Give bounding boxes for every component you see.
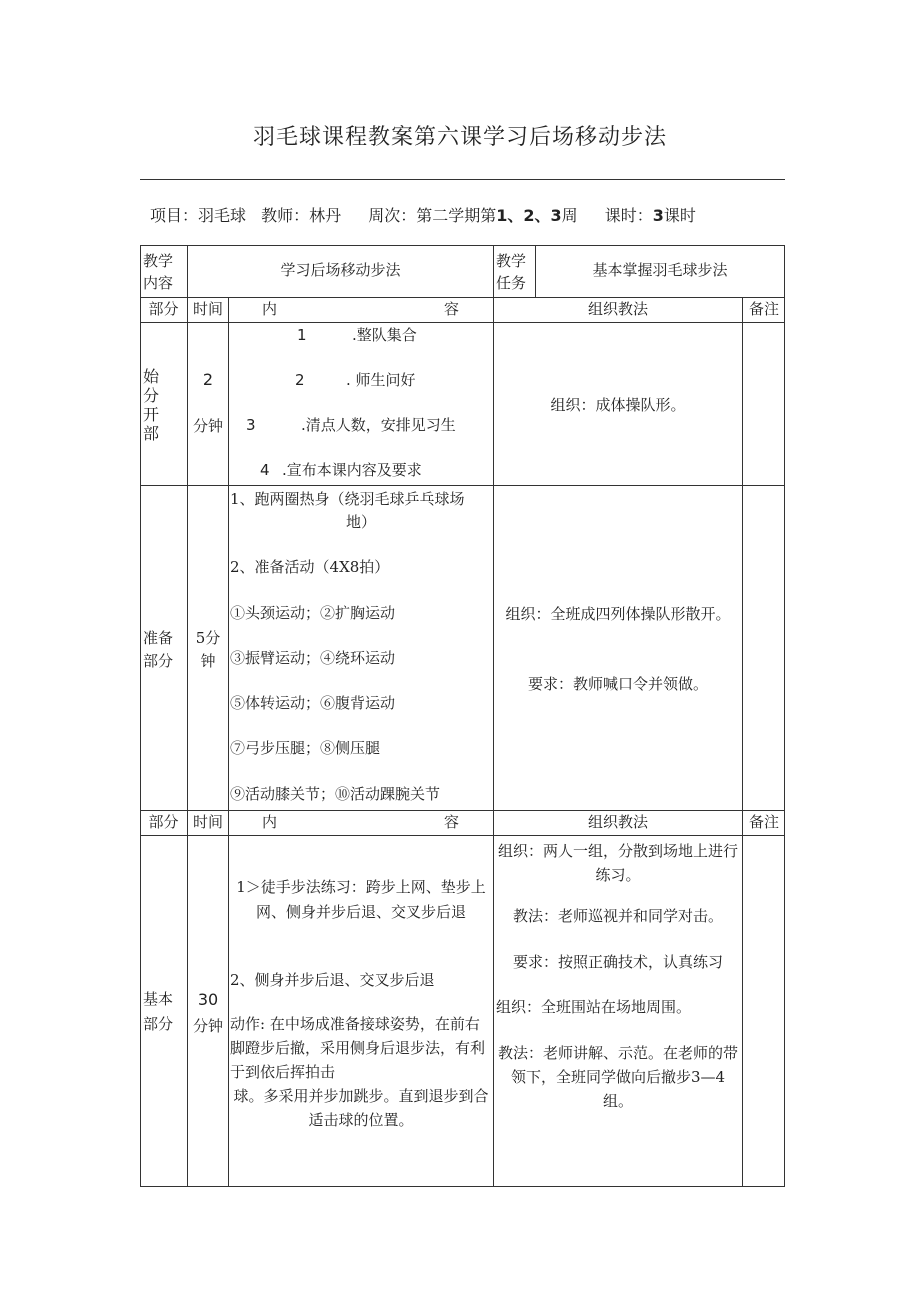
- basic-content-3: 动作: 在中场成准备接球姿势，在前右脚蹬步后撤，采用侧身后退步法，有利于到依后挥拍击: [230, 1015, 486, 1081]
- table-border-bottom: [140, 1186, 785, 1187]
- lesson-table: [140, 245, 785, 1187]
- table-border-right: [784, 245, 785, 1187]
- col-header-part: 部分: [148, 813, 179, 831]
- col-header-time: 时间: [192, 300, 223, 318]
- col-header-content-left: 内: [262, 300, 278, 318]
- basic-content-2: 2、侧身并步后退、交叉步后退: [230, 971, 435, 989]
- content-label: 教学内容: [143, 252, 174, 292]
- start-part-label: 始分开部: [143, 367, 160, 443]
- basic-method-teach: 教法：老师巡视并和同学对击。: [512, 907, 723, 925]
- task-value: 基本掌握羽毛球步法: [592, 261, 728, 279]
- table-border-left: [140, 245, 141, 1187]
- col-header-content-right: 容: [444, 813, 460, 831]
- prep-method-org: 组织：全班成四列体操队形散开。: [505, 605, 731, 623]
- prep-warmup-line2: 地）: [345, 513, 376, 531]
- prep-item: ⑦弓步压腿；⑧侧压腿: [230, 739, 381, 757]
- meta-week-prefix: 周次：第二学期第: [368, 206, 497, 225]
- start-item-num: 1: [297, 326, 307, 344]
- basic-content-4: 球。多采用并步加跳步。直到退步到合适击球的位置。: [233, 1087, 489, 1129]
- row-divider: [140, 835, 785, 836]
- prep-item: ⑤体转运动；⑥腹背运动: [230, 694, 396, 712]
- lesson-meta: [150, 203, 696, 226]
- start-item-num: 2: [295, 371, 305, 389]
- col-header-note: 备注: [748, 813, 779, 831]
- basic-method-org: 组织：两人一组，分散到场地上进行练习。: [497, 842, 738, 884]
- col-divider: [742, 297, 743, 1187]
- col-divider: [228, 297, 229, 1187]
- prep-part-label: 准备部分: [143, 629, 174, 670]
- meta-teacher: 教师：林丹: [261, 206, 342, 225]
- start-method: 组织：成体操队形。: [550, 396, 686, 414]
- task-label: 教学任务: [496, 252, 527, 292]
- col-divider: [493, 245, 494, 1187]
- table-border-top: [140, 245, 785, 246]
- start-item-text: .整队集合: [352, 326, 417, 344]
- start-item-num: 3: [246, 416, 256, 434]
- col-header-note: 备注: [748, 300, 779, 318]
- page-title: 羽毛球课程教案第六课学习后场移动步法: [252, 125, 667, 150]
- col-header-part: 部分: [148, 300, 179, 318]
- start-item-text: . 师生问好: [346, 371, 416, 389]
- col-header-method: 组织教法: [587, 300, 648, 318]
- meta-hours-suffix: 课时: [663, 206, 696, 225]
- start-time-num: 2: [202, 370, 214, 389]
- prep-item: ③振臂运动；④绕环运动: [230, 649, 396, 667]
- col-header-method: 组织教法: [587, 813, 648, 831]
- meta-week-nums: 1、2、3: [496, 206, 562, 225]
- row-divider: [140, 322, 785, 323]
- meta-hours-num: 3: [652, 206, 664, 225]
- col-header-content-left: 内: [262, 813, 278, 831]
- prep-warmup-line1: 1、跑两圈热身（绕羽毛球乒乓球场: [230, 490, 465, 508]
- basic-time-unit: 分钟: [192, 1017, 223, 1035]
- start-time-unit: 分钟: [192, 417, 223, 435]
- prep-time: 5分钟: [195, 629, 221, 670]
- start-item-text: .宣布本课内容及要求: [282, 461, 422, 479]
- basic-method-teach-2: 教法：老师讲解、示范。在老师的带领下，全班同学做向后撤步3—4组。: [497, 1044, 738, 1110]
- col-header-content-right: 容: [444, 300, 460, 318]
- meta-hours-prefix: 课时：: [604, 206, 653, 225]
- prep-item: ⑨活动膝关节；⑩活动踝腕关节: [230, 785, 441, 803]
- basic-method-org-2: 组织：全班围站在场地周围。: [496, 998, 692, 1016]
- basic-part-label: 基本部分: [143, 990, 174, 1033]
- basic-time-num: 30: [197, 990, 219, 1009]
- basic-method-req: 要求：按照正确技术，认真练习: [512, 953, 723, 971]
- meta-week-suffix: 周: [561, 206, 578, 225]
- basic-content-1: 1＞徒手步法练习：跨步上网、垫步上网、侧身并步后退、交叉步后退: [236, 878, 486, 921]
- row-divider: [140, 485, 785, 486]
- title-divider: [140, 179, 785, 180]
- start-item-num: 4: [260, 461, 270, 479]
- prep-item: ①头颈运动；②扩胸运动: [230, 604, 396, 622]
- prep-activity-title: 2、准备活动（4X8拍）: [230, 558, 390, 576]
- start-item-text: .清点人数，安排见习生: [301, 416, 456, 434]
- meta-project: 项目：羽毛球: [150, 206, 247, 225]
- prep-method-req: 要求：教师喊口令并领做。: [527, 675, 708, 693]
- content-value: 学习后场移动步法: [280, 261, 401, 279]
- col-header-time: 时间: [192, 813, 223, 831]
